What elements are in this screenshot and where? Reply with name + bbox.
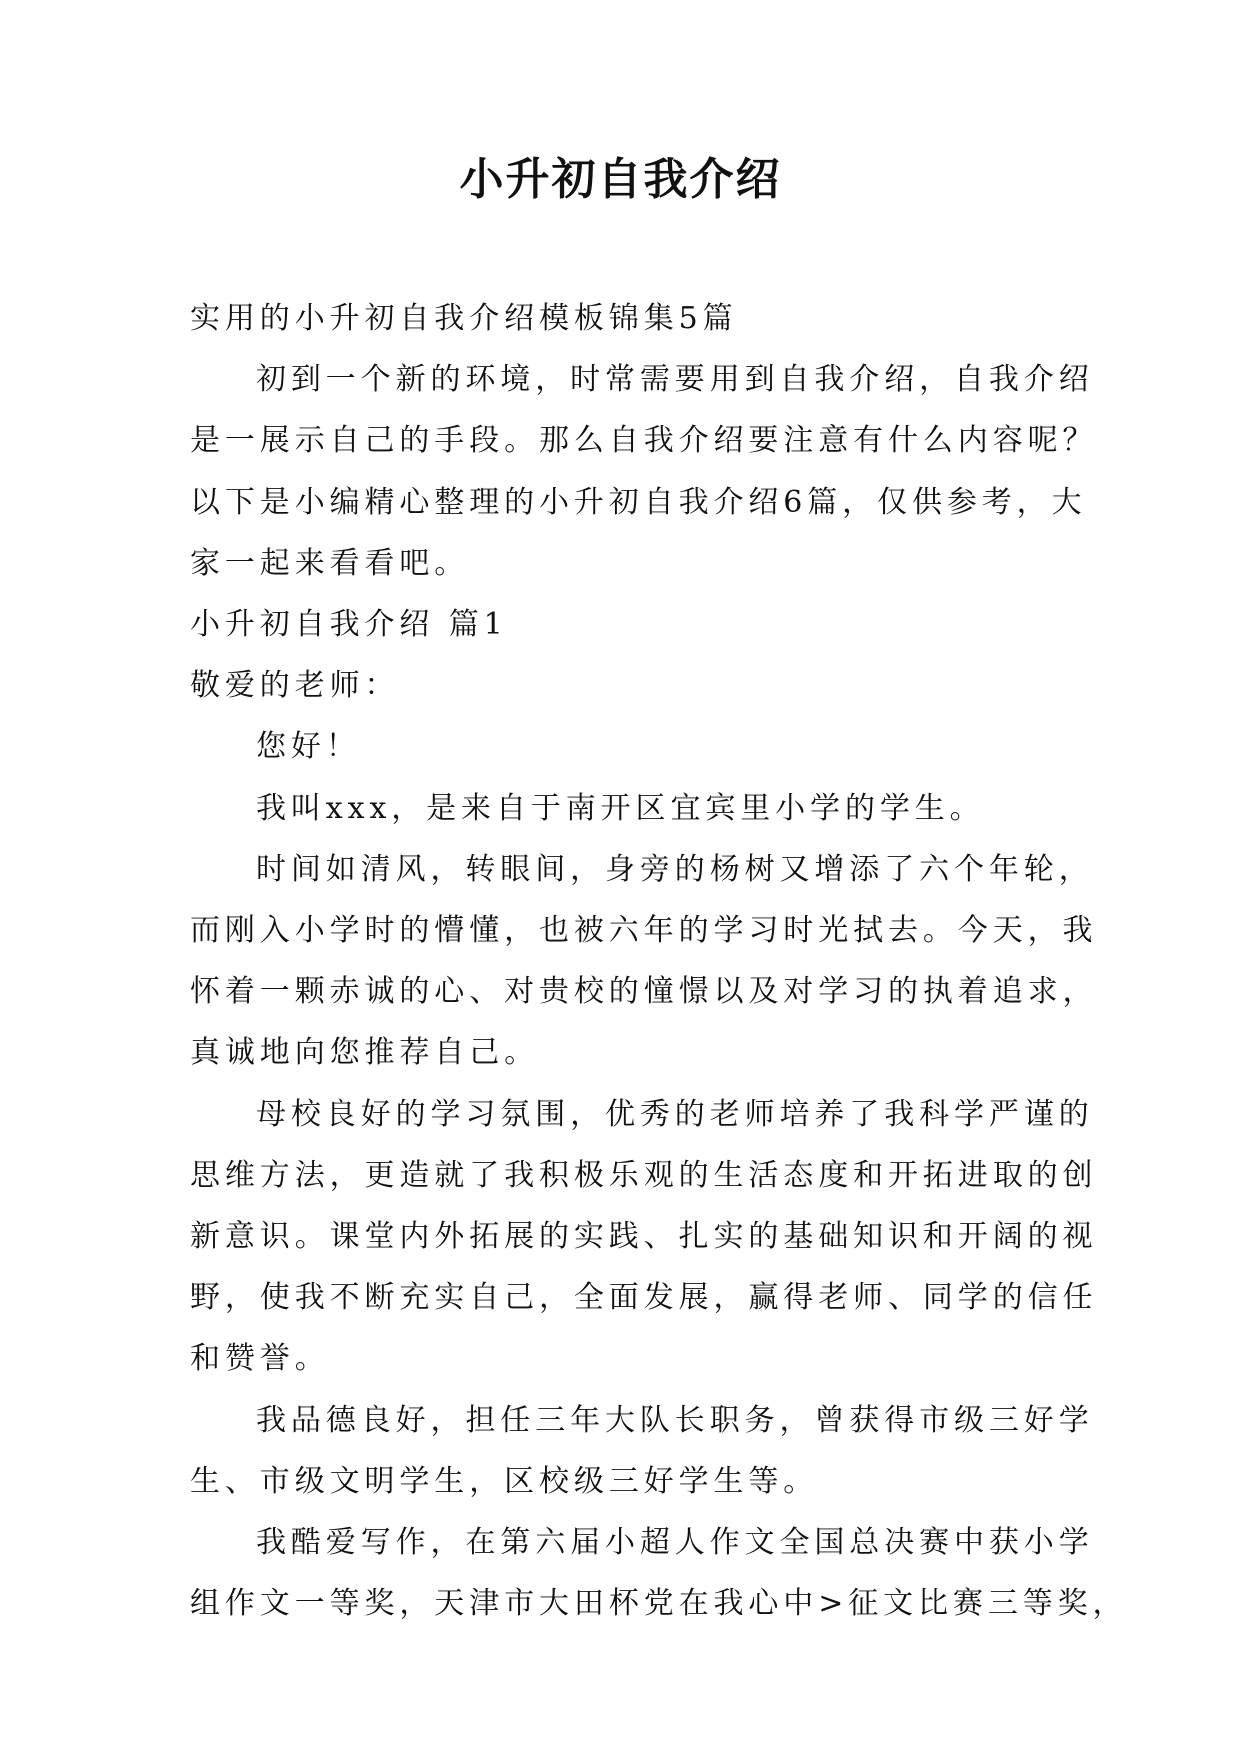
paragraph-line: 时间如清风，转眼间，身旁的杨树又增添了六个年轮， <box>256 851 1094 887</box>
paragraph-line: 和赞誉。 <box>190 1341 330 1377</box>
intro-paragraph-line: 是一展示自己的手段。那么自我介绍要注意有什么内容呢？ <box>190 423 1098 459</box>
section-heading: 小升初自我介绍 篇1 <box>190 607 508 643</box>
intro-paragraph-line: 初到一个新的环境，时常需要用到自我介绍，自我介绍 <box>256 362 1094 398</box>
paragraph-line: 而刚入小学时的懵懂，也被六年的学习时光拭去。今天，我 <box>190 913 1098 949</box>
paragraph-line: 我叫xxx，是来自于南开区宜宾里小学的学生。 <box>256 790 985 826</box>
intro-paragraph-line: 家一起来看看吧。 <box>190 545 470 581</box>
paragraph-line: 我酷爱写作，在第六届小超人作文全国总决赛中获小学 <box>256 1525 1094 1561</box>
paragraph-line: 新意识。课堂内外拓展的实践、扎实的基础知识和开阔的视 <box>190 1219 1098 1255</box>
paragraph-line: 组作文一等奖，天津市大田杯党在我心中>征文比赛三等奖， <box>190 1586 1128 1622</box>
paragraph-line: 怀着一颗赤诚的心、对贵校的憧憬以及对学习的执着追求， <box>190 974 1098 1010</box>
paragraph-line: 生、市级文明学生，区校级三好学生等。 <box>190 1463 819 1499</box>
document-title: 小升初自我介绍 <box>459 154 782 205</box>
paragraph-line: 思维方法，更造就了我积极乐观的生活态度和开拓进取的创 <box>190 1157 1098 1193</box>
paragraph-line: 我品德良好，担任三年大队长职务，曾获得市级三好学 <box>256 1402 1094 1438</box>
paragraph-line: 母校良好的学习氛围，优秀的老师培养了我科学严谨的 <box>256 1096 1094 1132</box>
salutation: 敬爱的老师： <box>190 668 400 704</box>
paragraph-line: 野，使我不断充实自己，全面发展，赢得老师、同学的信任 <box>190 1280 1098 1316</box>
document-body <box>190 288 1128 1634</box>
intro-paragraph-line: 以下是小编精心整理的小升初自我介绍6篇，仅供参考，大 <box>190 484 1087 520</box>
paragraph-line: 真诚地向您推荐自己。 <box>190 1035 539 1071</box>
subtitle-line: 实用的小升初自我介绍模板锦集5篇 <box>190 301 738 336</box>
greeting: 您好！ <box>256 729 361 765</box>
